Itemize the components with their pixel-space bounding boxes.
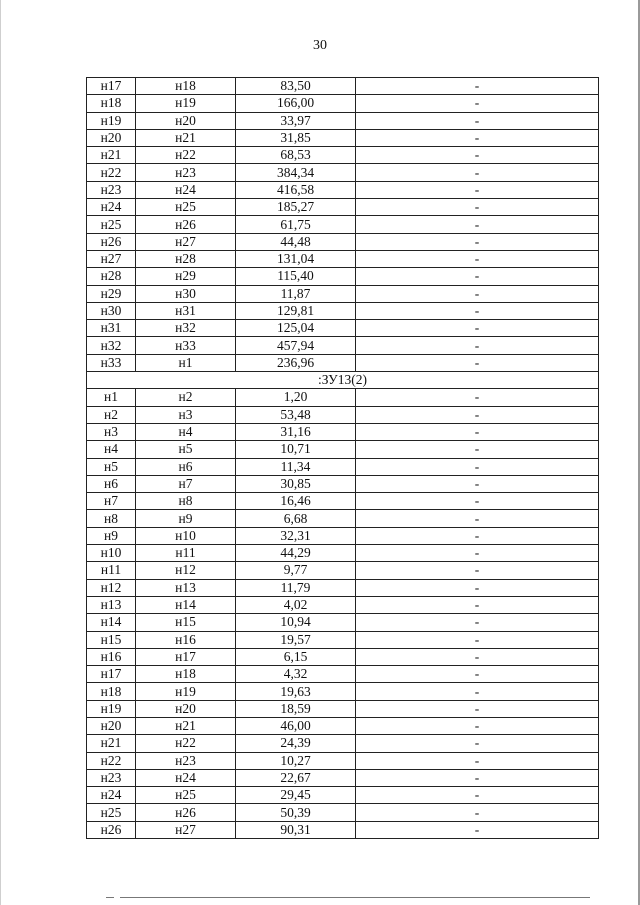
point-from-cell: н14	[87, 614, 136, 631]
table-row	[87, 648, 599, 665]
segment-length-cell: 33,97	[236, 112, 356, 129]
segment-length-cell: 457,94	[236, 337, 356, 354]
point-from-cell: н26	[87, 821, 136, 838]
point-from-cell: н13	[87, 596, 136, 613]
segment-note-cell: -	[356, 95, 599, 112]
segment-note-cell: -	[356, 285, 599, 302]
point-to-cell: н21	[136, 717, 236, 734]
segment-note-cell: -	[356, 475, 599, 492]
segment-note-cell: -	[356, 631, 599, 648]
table-row	[87, 423, 599, 440]
point-from-cell: н19	[87, 112, 136, 129]
point-from-cell: н16	[87, 648, 136, 665]
segment-note-cell: -	[356, 510, 599, 527]
segment-length-cell: 31,16	[236, 423, 356, 440]
segment-length-cell: 83,50	[236, 78, 356, 95]
point-to-cell: н24	[136, 769, 236, 786]
segment-length-cell: 44,29	[236, 545, 356, 562]
table-row	[87, 821, 599, 838]
segment-length-cell: 24,39	[236, 735, 356, 752]
segment-note-cell: -	[356, 406, 599, 423]
point-from-cell: н12	[87, 579, 136, 596]
table-row	[87, 804, 599, 821]
table-row	[87, 112, 599, 129]
table-row	[87, 614, 599, 631]
point-to-cell: н7	[136, 475, 236, 492]
segment-length-cell: 1,20	[236, 389, 356, 406]
point-from-cell: н24	[87, 199, 136, 216]
segment-note-cell: -	[356, 614, 599, 631]
segment-length-cell: 53,48	[236, 406, 356, 423]
point-to-cell: н30	[136, 285, 236, 302]
table-row	[87, 596, 599, 613]
segment-length-cell: 22,67	[236, 769, 356, 786]
segment-note-cell: -	[356, 648, 599, 665]
segment-length-cell: 125,04	[236, 320, 356, 337]
table-row	[87, 787, 599, 804]
segment-length-cell: 6,68	[236, 510, 356, 527]
segment-length-cell: 32,31	[236, 527, 356, 544]
point-to-cell: н4	[136, 423, 236, 440]
table-row	[87, 199, 599, 216]
segment-note-cell: -	[356, 216, 599, 233]
point-from-cell: н20	[87, 129, 136, 146]
segment-length-cell: 4,02	[236, 596, 356, 613]
table-row	[87, 475, 599, 492]
segment-note-cell: -	[356, 233, 599, 250]
segment-length-cell: 19,57	[236, 631, 356, 648]
segment-length-cell: 11,34	[236, 458, 356, 475]
table-row	[87, 354, 599, 371]
point-to-cell: н13	[136, 579, 236, 596]
segment-length-cell: 115,40	[236, 268, 356, 285]
segment-note-cell: -	[356, 199, 599, 216]
point-to-cell: н1	[136, 354, 236, 371]
point-to-cell: н27	[136, 233, 236, 250]
segment-note-cell: -	[356, 527, 599, 544]
segment-length-cell: 4,32	[236, 666, 356, 683]
segment-note-cell: -	[356, 821, 599, 838]
point-from-cell: н2	[87, 406, 136, 423]
point-to-cell: н15	[136, 614, 236, 631]
point-to-cell: н26	[136, 216, 236, 233]
point-from-cell: н23	[87, 769, 136, 786]
footer-mark	[106, 897, 114, 898]
point-from-cell: н29	[87, 285, 136, 302]
segment-length-cell: 61,75	[236, 216, 356, 233]
point-from-cell: н27	[87, 250, 136, 267]
table-row	[87, 769, 599, 786]
point-to-cell: н2	[136, 389, 236, 406]
table-row	[87, 233, 599, 250]
point-to-cell: н20	[136, 700, 236, 717]
segment-note-cell: -	[356, 700, 599, 717]
point-from-cell: н11	[87, 562, 136, 579]
point-to-cell: н25	[136, 787, 236, 804]
point-to-cell: н8	[136, 493, 236, 510]
page-edge-left	[0, 0, 1, 905]
segment-length-cell: 19,63	[236, 683, 356, 700]
point-to-cell: н33	[136, 337, 236, 354]
point-to-cell: н5	[136, 441, 236, 458]
segment-note-cell: -	[356, 752, 599, 769]
point-from-cell: н1	[87, 389, 136, 406]
point-from-cell: н18	[87, 683, 136, 700]
table-row	[87, 302, 599, 319]
point-to-cell: н16	[136, 631, 236, 648]
point-from-cell: н8	[87, 510, 136, 527]
table-row	[87, 700, 599, 717]
point-from-cell: н17	[87, 78, 136, 95]
point-from-cell: н25	[87, 216, 136, 233]
segment-length-cell: 9,77	[236, 562, 356, 579]
point-from-cell: н28	[87, 268, 136, 285]
footer-rule	[120, 897, 590, 898]
point-to-cell: н19	[136, 683, 236, 700]
section-header-row	[87, 372, 599, 389]
table-row	[87, 216, 599, 233]
segment-note-cell: -	[356, 441, 599, 458]
segment-note-cell: -	[356, 717, 599, 734]
segment-note-cell: -	[356, 769, 599, 786]
point-from-cell: н25	[87, 804, 136, 821]
table-row	[87, 406, 599, 423]
segment-note-cell: -	[356, 596, 599, 613]
point-to-cell: н26	[136, 804, 236, 821]
point-from-cell: н21	[87, 147, 136, 164]
segment-note-cell: -	[356, 562, 599, 579]
segment-length-cell: 236,96	[236, 354, 356, 371]
segment-length-cell: 384,34	[236, 164, 356, 181]
table-row	[87, 752, 599, 769]
table-row	[87, 666, 599, 683]
segment-length-cell: 44,48	[236, 233, 356, 250]
point-from-cell: н26	[87, 233, 136, 250]
segment-note-cell: -	[356, 683, 599, 700]
point-to-cell: н9	[136, 510, 236, 527]
table-row	[87, 320, 599, 337]
table-row	[87, 493, 599, 510]
segment-length-cell: 68,53	[236, 147, 356, 164]
segment-length-cell: 90,31	[236, 821, 356, 838]
point-to-cell: н29	[136, 268, 236, 285]
table-body	[87, 78, 599, 839]
segment-note-cell: -	[356, 302, 599, 319]
table-row	[87, 579, 599, 596]
point-to-cell: н6	[136, 458, 236, 475]
table-row	[87, 250, 599, 267]
segment-note-cell: -	[356, 389, 599, 406]
segment-note-cell: -	[356, 147, 599, 164]
segment-note-cell: -	[356, 181, 599, 198]
point-to-cell: н27	[136, 821, 236, 838]
point-from-cell: н33	[87, 354, 136, 371]
point-from-cell: н23	[87, 181, 136, 198]
segment-length-cell: 30,85	[236, 475, 356, 492]
segment-length-cell: 129,81	[236, 302, 356, 319]
point-to-cell: н18	[136, 666, 236, 683]
point-to-cell: н18	[136, 78, 236, 95]
table-row	[87, 441, 599, 458]
segment-note-cell: -	[356, 250, 599, 267]
table-row	[87, 683, 599, 700]
segment-length-cell: 131,04	[236, 250, 356, 267]
point-to-cell: н11	[136, 545, 236, 562]
segment-note-cell: -	[356, 337, 599, 354]
point-from-cell: н22	[87, 164, 136, 181]
segment-note-cell: -	[356, 735, 599, 752]
point-to-cell: н21	[136, 129, 236, 146]
point-from-cell: н3	[87, 423, 136, 440]
point-to-cell: н20	[136, 112, 236, 129]
point-from-cell: н7	[87, 493, 136, 510]
point-to-cell: н28	[136, 250, 236, 267]
point-to-cell: н12	[136, 562, 236, 579]
section-label-cell: :ЗУ13(2)	[87, 372, 599, 389]
table-row	[87, 268, 599, 285]
segment-note-cell: -	[356, 164, 599, 181]
segment-length-cell: 10,27	[236, 752, 356, 769]
table-row	[87, 510, 599, 527]
table-row	[87, 164, 599, 181]
point-to-cell: н14	[136, 596, 236, 613]
segment-note-cell: -	[356, 666, 599, 683]
point-to-cell: н10	[136, 527, 236, 544]
table-row	[87, 458, 599, 475]
segment-note-cell: -	[356, 268, 599, 285]
segment-note-cell: -	[356, 804, 599, 821]
segment-length-cell: 416,58	[236, 181, 356, 198]
segment-note-cell: -	[356, 423, 599, 440]
table-row	[87, 181, 599, 198]
table-row	[87, 95, 599, 112]
segment-note-cell: -	[356, 78, 599, 95]
page-number: 30	[313, 38, 327, 53]
table-row	[87, 545, 599, 562]
point-from-cell: н21	[87, 735, 136, 752]
table-row	[87, 337, 599, 354]
point-from-cell: н32	[87, 337, 136, 354]
table-row	[87, 631, 599, 648]
point-from-cell: н9	[87, 527, 136, 544]
point-from-cell: н31	[87, 320, 136, 337]
point-from-cell: н20	[87, 717, 136, 734]
segment-note-cell: -	[356, 458, 599, 475]
point-to-cell: н23	[136, 164, 236, 181]
table-row	[87, 147, 599, 164]
segment-length-cell: 16,46	[236, 493, 356, 510]
table-row	[87, 78, 599, 95]
segment-length-cell: 10,71	[236, 441, 356, 458]
segment-length-cell: 185,27	[236, 199, 356, 216]
segment-length-cell: 18,59	[236, 700, 356, 717]
segment-length-cell: 11,87	[236, 285, 356, 302]
segment-length-cell: 10,94	[236, 614, 356, 631]
point-to-cell: н17	[136, 648, 236, 665]
point-to-cell: н25	[136, 199, 236, 216]
boundary-segments-table	[86, 77, 599, 839]
point-from-cell: н17	[87, 666, 136, 683]
point-to-cell: н23	[136, 752, 236, 769]
segment-note-cell: -	[356, 493, 599, 510]
segment-length-cell: 11,79	[236, 579, 356, 596]
point-to-cell: н24	[136, 181, 236, 198]
segment-note-cell: -	[356, 787, 599, 804]
point-from-cell: н30	[87, 302, 136, 319]
table-row	[87, 285, 599, 302]
point-from-cell: н10	[87, 545, 136, 562]
segment-length-cell: 6,15	[236, 648, 356, 665]
segment-note-cell: -	[356, 354, 599, 371]
segment-length-cell: 46,00	[236, 717, 356, 734]
table-row	[87, 389, 599, 406]
point-to-cell: н19	[136, 95, 236, 112]
segment-note-cell: -	[356, 579, 599, 596]
segment-note-cell: -	[356, 129, 599, 146]
point-to-cell: н31	[136, 302, 236, 319]
table-row	[87, 562, 599, 579]
segment-length-cell: 29,45	[236, 787, 356, 804]
point-to-cell: н3	[136, 406, 236, 423]
segment-note-cell: -	[356, 320, 599, 337]
segment-note-cell: -	[356, 545, 599, 562]
point-from-cell: н24	[87, 787, 136, 804]
point-from-cell: н18	[87, 95, 136, 112]
point-from-cell: н6	[87, 475, 136, 492]
point-from-cell: н15	[87, 631, 136, 648]
point-to-cell: н32	[136, 320, 236, 337]
segment-note-cell: -	[356, 112, 599, 129]
segment-length-cell: 166,00	[236, 95, 356, 112]
table-row	[87, 735, 599, 752]
segment-length-cell: 50,39	[236, 804, 356, 821]
point-to-cell: н22	[136, 147, 236, 164]
table-row	[87, 717, 599, 734]
table-row	[87, 129, 599, 146]
point-from-cell: н22	[87, 752, 136, 769]
point-from-cell: н5	[87, 458, 136, 475]
point-from-cell: н4	[87, 441, 136, 458]
table-row	[87, 527, 599, 544]
point-from-cell: н19	[87, 700, 136, 717]
segment-length-cell: 31,85	[236, 129, 356, 146]
point-to-cell: н22	[136, 735, 236, 752]
